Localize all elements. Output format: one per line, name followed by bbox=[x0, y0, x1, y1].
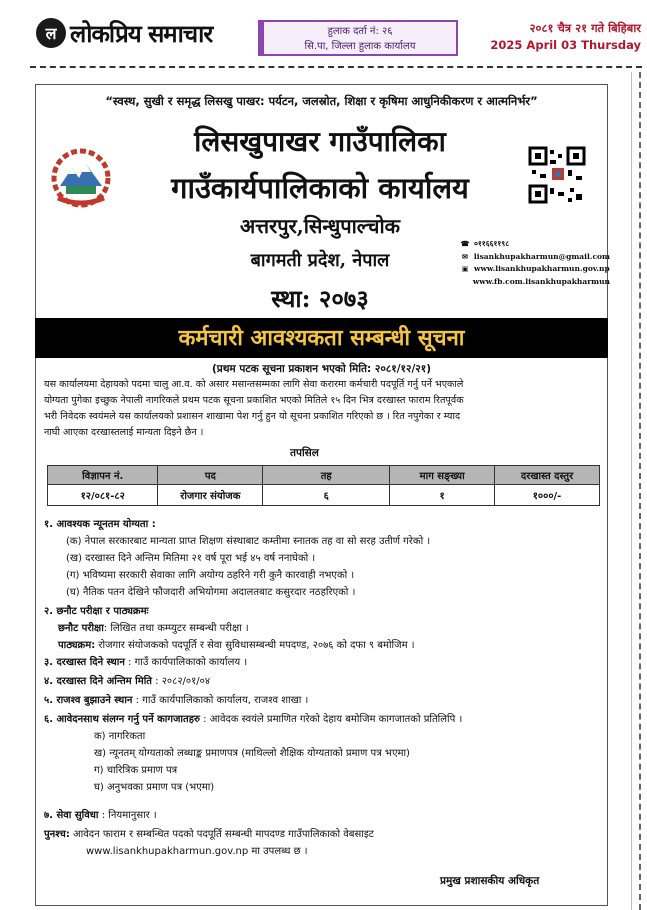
newspaper-logo bbox=[36, 14, 236, 52]
section-application-place bbox=[44, 654, 609, 671]
section-title: २. छनौट परीक्षा र पाठ्यक्रमः bbox=[44, 606, 149, 617]
qualification-item: (ख) दरखास्त दिने अन्तिम मितिमा २१ वर्ष पूरा भई ४५ वर्ष ननाघेको । bbox=[66, 553, 316, 564]
contact-facebook bbox=[460, 276, 610, 289]
section-text: : गाउँ कार्यपालिकाको कार्यालय । bbox=[124, 657, 248, 668]
intro-line: भरी निवेदक स्वयंमले यस कार्यालयको प्रशासन शाखामा पेश गर्नु हुन यो सूचना प्रकाशित गरिएको छ । रित नपुगेका र म्याद bbox=[44, 411, 461, 422]
exam-item bbox=[44, 620, 609, 637]
section-deadline bbox=[44, 673, 609, 690]
notice-banner: कर्मचारी आवश्यकता सम्बन्धी सूचना bbox=[35, 318, 608, 358]
date-english: 2025 April 03 Thursday bbox=[490, 38, 641, 52]
contact-phone bbox=[460, 238, 610, 251]
date-nepali: २०८१ चैत्र २१ गते बिहिबार bbox=[529, 21, 641, 35]
postscript-label: पुनश्च: bbox=[44, 829, 70, 840]
contact-block bbox=[460, 238, 610, 288]
intro-line: नाघी आएका दरखास्तलाई मान्यता दिइने छैन । bbox=[44, 427, 204, 438]
municipality-name: लिसखुपाखर गाउँपालिका bbox=[194, 125, 446, 158]
cell-level: ६ bbox=[263, 485, 390, 506]
column-divider bbox=[631, 72, 632, 910]
document-item: ग) चारित्रिक प्रमाण पत्र bbox=[94, 765, 178, 776]
postscript-tail: मा उपलब्ध छ । bbox=[248, 846, 308, 857]
established-year: स्था: २०७३ bbox=[271, 284, 369, 313]
postscript-line bbox=[44, 826, 609, 843]
intro-line: यस कार्यालयमा देहायको पदमा चालु आ.व. को असार मसान्तसम्मका लागि सेवा करारमा कर्मचारी पदपूर्ति गर्नु पर्ने भएकाले bbox=[44, 379, 464, 390]
document-item: क) नागरिकता bbox=[94, 731, 146, 742]
qualification-item: (घ) नैतिक पतन देखिने फौजदारी अभियोगमा अदालतबाट कसुरदार नठहरिएको । bbox=[66, 587, 356, 598]
section-text: : गाउँ कार्यपालिकाको कार्यालय, राजश्व शाखा । bbox=[132, 695, 309, 706]
section-benefits bbox=[44, 807, 609, 824]
section-label: ७. सेवा सुविधा bbox=[44, 810, 99, 821]
vacancy-table bbox=[47, 465, 600, 506]
syllabus-label: पाठ्यक्रम: bbox=[58, 640, 96, 651]
section-qualification bbox=[44, 516, 609, 601]
contact-email bbox=[460, 251, 610, 264]
cell-advertisement-no: १२/०८१-८२ bbox=[48, 485, 158, 506]
section-label: ५. राजश्व बुझाउने स्थान bbox=[44, 695, 133, 706]
qualification-item: (क) नेपाल सरकारबाट मान्यता प्राप्त शिक्षण संस्थाबाट कम्तीमा स्नातक तह वा सो सरह उतीर्ण गरेको । bbox=[66, 536, 431, 547]
col-post: पद bbox=[158, 466, 263, 485]
qualification-item: (ग) भविष्यमा सरकारी सेवाका लागि अयोग्य ठहरिने गरी कुनै कारवाही नभएको । bbox=[66, 570, 355, 581]
exam-label: छनौट परीक्षा bbox=[58, 623, 104, 634]
web-icon: ▣ bbox=[461, 264, 469, 273]
nepal-emblem-icon bbox=[46, 148, 116, 208]
section-title: १. आवश्यक न्यूनतम योग्यता : bbox=[44, 519, 156, 530]
signatory-title: प्रमुख प्रशासकीय अधिकृत bbox=[440, 875, 540, 887]
section-exam bbox=[44, 603, 609, 654]
office-name: गाउँकार्यपालिकाको कार्यालय bbox=[171, 171, 469, 205]
office-address: अत्तरपुर,सिन्धुपाल्चोक bbox=[239, 214, 401, 238]
col-demand-count: माग सङ्ख्या bbox=[390, 466, 495, 485]
cell-application-fee: १०००/- bbox=[495, 485, 600, 506]
col-advertisement-no: विज्ञापन नं. bbox=[48, 466, 158, 485]
postscript-text: आवेदन फाराम र सम्बन्धित पदको पदपूर्ति सम्बन्धी मापदण्ड गाउँपालिकाको वेबसाइट bbox=[69, 829, 374, 840]
postal-registration-box bbox=[258, 20, 458, 56]
phone-number: ०११६६११९८ bbox=[474, 239, 510, 248]
logo-emblem-icon: ल bbox=[36, 18, 66, 48]
documents-heading bbox=[44, 711, 609, 728]
section-documents bbox=[44, 711, 609, 796]
facebook-url: www.fb.com.lisankhupakharmun bbox=[472, 276, 610, 286]
notice-slogan: “स्वस्थ, सुखी र समृद्ध लिसखु पाखर: पर्यटन, जलस्रोत, शिक्षा र कृषिमा आधुनिकीकरण र आत्मनिर्भर” bbox=[105, 94, 538, 108]
cell-demand-count: १ bbox=[390, 485, 495, 506]
exam-text: : लिखित तथा कम्प्युटर सम्बन्धी परीक्षा । bbox=[103, 623, 249, 634]
section-text: : आवेदक स्वयंले प्रमाणित गरेको देहाय बमोजिम कागजातको प्रतिलिपि । bbox=[200, 714, 463, 725]
intro-line: योग्यता पुगेका इच्छुक नेपाली नागरिकले प्रथम पटक सूचना प्रकाशित भएको मितिले १५ दिन भित्र दरखास्त फाराम रितपूर्वक bbox=[44, 395, 464, 406]
newspaper-masthead bbox=[0, 0, 647, 64]
postscript-url: www.lisankhupakharmun.gov.np bbox=[86, 846, 249, 857]
cell-post: रोजगार संयोजक bbox=[158, 485, 263, 506]
notice-publish-date: (प्रथम पटक सूचना प्रकाशन भएको मिति: २०८१/१२/२१) bbox=[211, 363, 432, 375]
document-item: ख) न्यूनतम् योग्यताको लब्धाङ्क प्रमाणपत्र (माथिल्लो शैक्षिक योग्यताको प्रमाण पत्र भएमा) bbox=[94, 748, 410, 759]
qr-code-icon bbox=[528, 146, 586, 204]
section-text: : नियमानुसार । bbox=[98, 810, 157, 821]
postscript-line bbox=[44, 843, 609, 860]
section-label: ४. दरखास्त दिने अन्तिम मिति bbox=[44, 676, 152, 687]
section-text: : २०८२/०१/०४ bbox=[152, 676, 211, 687]
table-row bbox=[48, 485, 600, 506]
table-header-row bbox=[48, 466, 600, 485]
province-country: बागमती प्रदेश, नेपाल bbox=[250, 250, 390, 271]
section-revenue-place bbox=[44, 692, 609, 709]
email-address: lisankhupakharmun@gmail.com bbox=[473, 251, 610, 261]
email-icon: ✉ bbox=[462, 251, 468, 261]
masthead-divider bbox=[30, 66, 642, 68]
notice-intro-paragraph bbox=[44, 377, 604, 441]
phone-icon: ☎ bbox=[460, 239, 470, 248]
website-url: www.lisankhupakharmun.gov.np bbox=[474, 264, 610, 273]
details-heading: तपसिल bbox=[290, 447, 319, 459]
col-application-fee: दरखास्त दस्तुर bbox=[495, 466, 600, 485]
contact-website bbox=[460, 263, 610, 276]
column-divider-dashed bbox=[639, 72, 641, 910]
section-label: ३. दरखास्त दिने स्थान bbox=[44, 657, 125, 668]
postal-office: सि.पा, जिल्ला हुलाक कार्यालय bbox=[304, 41, 416, 52]
postal-registration-number: हुलाक दर्ता नं: २६ bbox=[327, 26, 393, 37]
col-level: तह bbox=[263, 466, 390, 485]
syllabus-text: रोजगार संयोजकको पदपूर्ति र सेवा सुविधासम्बन्धी मपदण्ड, २०७६ को दफा ९ बमोजिम । bbox=[95, 640, 415, 651]
syllabus-item bbox=[44, 637, 609, 654]
document-item: घ) अनुभवका प्रमाण पत्र (भएमा) bbox=[94, 782, 215, 793]
section-label: ६. आवेदनसाथ संलग्न गर्नु पर्ने कागजातहरु bbox=[44, 714, 200, 725]
section-postscript bbox=[44, 826, 609, 860]
logo-text: लोकप्रिय समाचार bbox=[70, 19, 213, 48]
